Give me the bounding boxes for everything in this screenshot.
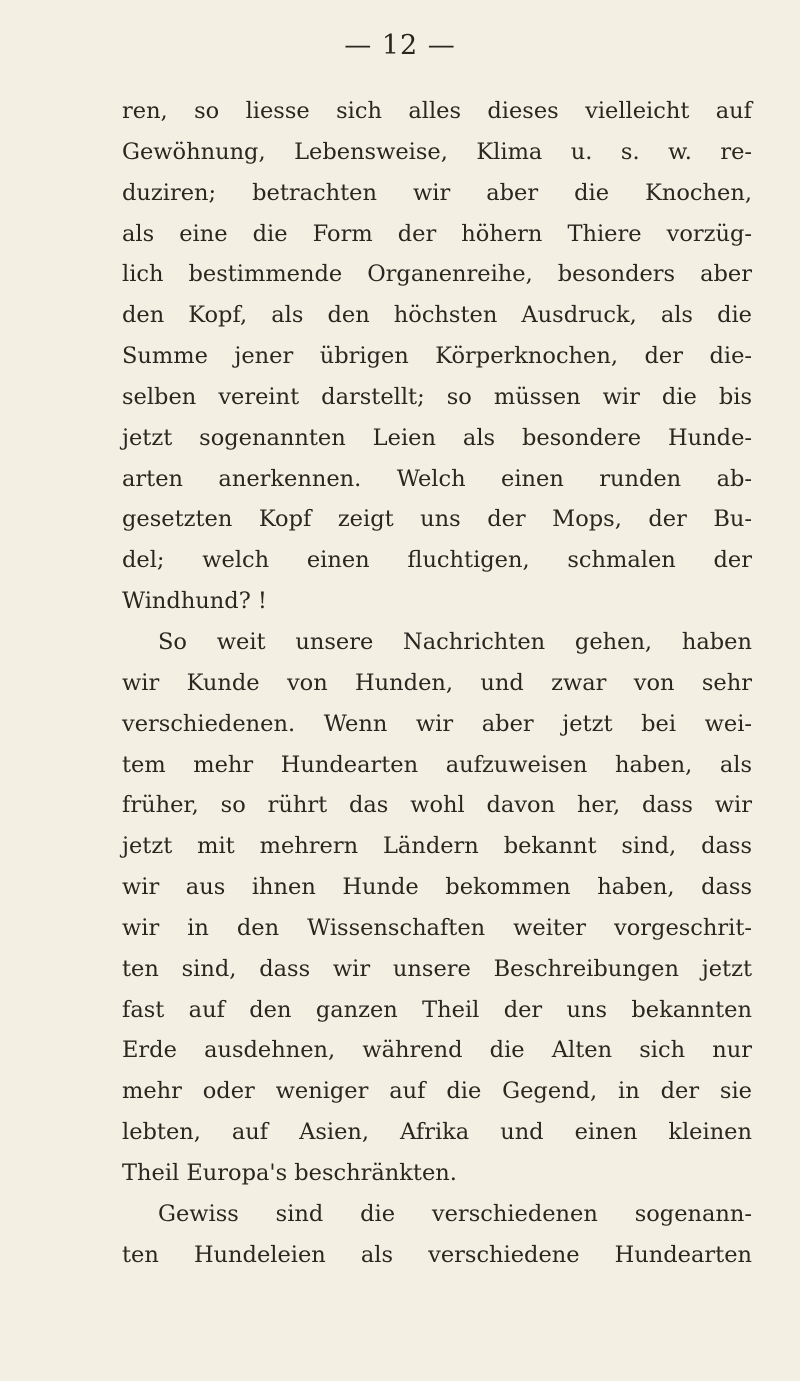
body-text [122, 91, 752, 1275]
text-line: wir Kunde von Hunden, und zwar von sehr [122, 669, 752, 696]
text-line: tem mehr Hundearten aufzuweisen haben, als [122, 751, 752, 778]
text-line: lich bestimmende Organenreihe, besonders aber [122, 261, 752, 288]
text-line: verschiedenen. Wenn wir aber jetzt bei wei- [122, 710, 752, 737]
text-line: lebten, auf Asien, Afrika und einen kleinen [122, 1119, 752, 1146]
page-number: — 12 — [344, 30, 456, 61]
text-line: duziren; betrachten wir aber die Knochen, [122, 179, 752, 206]
text-line: mehr oder weniger auf die Gegend, in der sie [122, 1078, 752, 1105]
text-line: Windhund? ! [122, 588, 267, 615]
text-line: Erde ausdehnen, während die Alten sich nur [122, 1037, 752, 1064]
text-line: ten sind, dass wir unsere Beschreibungen jetzt [122, 955, 752, 982]
text-line: den Kopf, als den höchsten Ausdruck, als die [122, 302, 752, 329]
text-line: selben vereint darstellt; so müssen wir die bis [122, 383, 752, 410]
text-line: arten anerkennen. Welch einen runden ab- [122, 465, 752, 492]
text-line: ren, so liesse sich alles dieses vielleicht auf [122, 98, 752, 124]
text-line: Summe jener übrigen Körperknochen, der die- [122, 343, 752, 370]
text-line: Theil Europa's beschränkten. [122, 1159, 457, 1186]
text-line: del; welch einen fluchtigen, schmalen der [122, 547, 752, 574]
text-line: gesetzten Kopf zeigt uns der Mops, der Bu- [122, 506, 752, 533]
text-line: jetzt sogenannten Leien als besondere Hunde- [122, 424, 752, 451]
text-line: So weit unsere Nachrichten gehen, haben [158, 628, 752, 655]
text-line: als eine die Form der höhern Thiere vorzüg- [122, 220, 752, 247]
text-line: wir aus ihnen Hunde bekommen haben, dass [122, 874, 752, 901]
text-line: Gewöhnung, Lebensweise, Klima u. s. w. re- [122, 138, 752, 165]
text-line: fast auf den ganzen Theil der uns bekannten [122, 996, 752, 1023]
text-line: wir in den Wissenschaften weiter vorgeschrit- [122, 914, 752, 941]
text-line: ten Hundeleien als verschiedene Hundearten [122, 1241, 752, 1268]
text-line: jetzt mit mehrern Ländern bekannt sind, dass [122, 833, 752, 860]
text-line: Gewiss sind die verschiedenen sogenann- [158, 1200, 752, 1227]
text-line: früher, so rührt das wohl davon her, dass wir [122, 792, 752, 819]
